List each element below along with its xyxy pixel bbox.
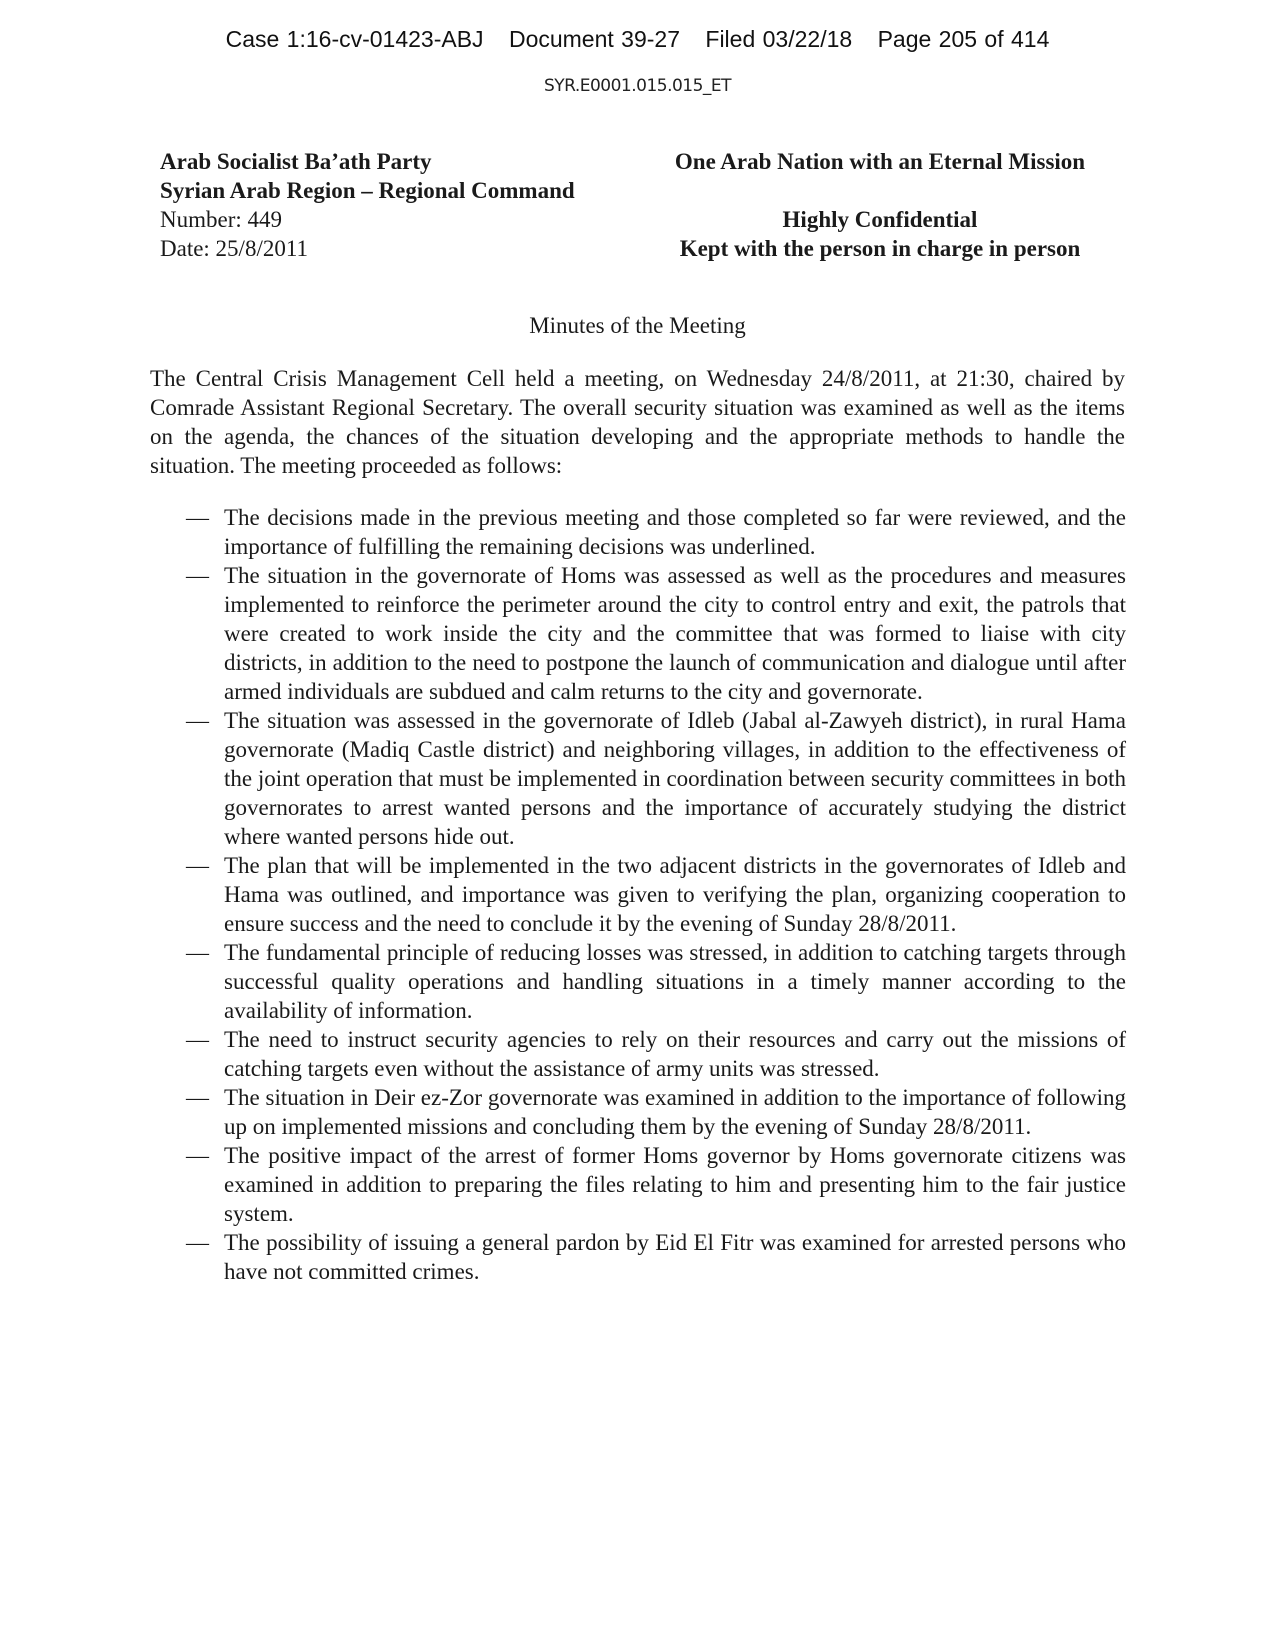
classification: Highly Confidential <box>782 207 978 232</box>
letterhead-right <box>640 147 1120 263</box>
list-item-text: The fundamental principle of reducing losses was stressed, in addition to catching targets through successful quality operations and handling situations in a timely manner according to the availability of information. <box>224 940 1126 1023</box>
list-item <box>186 1025 1126 1083</box>
list-item-text: The possibility of issuing a general pardon by Eid El Fitr was examined for arrested persons who have not committed crimes. <box>224 1230 1126 1284</box>
filed-date: Filed 03/22/18 <box>705 26 853 52</box>
list-item-text: The situation in the governorate of Homs was assessed as well as the procedures and measures implemented to reinforce the perimeter around the city to control entry and exit, the patrols that were created to work inside the city and the committee that was formed to liaise with city districts, in addition to the need to postpone the launch of communication and dialogue until after armed individuals are subdued and calm returns to the city and governorate. <box>224 563 1126 704</box>
list-item <box>186 706 1126 851</box>
list-item <box>186 851 1126 938</box>
bullet-dash: — <box>186 1085 209 1110</box>
page-number: Page 205 of 414 <box>877 26 1050 52</box>
letterhead-left <box>160 147 575 263</box>
bullet-dash: — <box>186 505 209 530</box>
document-number: Document 39-27 <box>508 26 680 52</box>
list-item-text: The situation in Deir ez-Zor governorate was examined in addition to the importance of following up on implemented missions and concluding them by the evening of Sunday 28/8/2011. <box>224 1085 1126 1139</box>
intro-paragraph: The Central Crisis Management Cell held a meeting, on Wednesday 24/8/2011, at 21:30, chaired by Comrade Assistant Regional Secretary. The overall security situation was examined as well as the items on the agenda, the chances of the situation developing and the appropriate methods to handle the situation. The meeting proceeded as follows: <box>150 366 1125 478</box>
list-item <box>186 938 1126 1025</box>
list-item-text: The positive impact of the arrest of former Homs governor by Homs governorate citizens was examined in addition to preparing the files relating to him and presenting him to the fair justice system. <box>224 1143 1126 1226</box>
bullet-dash: — <box>186 1143 209 1168</box>
bates-number: SYR.E0001.015.015_ET <box>543 76 732 96</box>
bullet-dash: — <box>186 853 209 878</box>
list-item-text: The plan that will be implemented in the two adjacent districts in the governorates of Idleb and Hama was outlined, and importance was given to verifying the plan, organizing cooperation to ensure success and the need to conclude it by the evening of Sunday 28/8/2011. <box>224 853 1126 936</box>
document-date: Date: 25/8/2011 <box>160 236 308 261</box>
bullet-dash: — <box>186 708 209 733</box>
case-number: Case 1:16-cv-01423-ABJ <box>225 26 484 52</box>
handling-instruction: Kept with the person in charge in person <box>679 236 1081 261</box>
list-item-text: The decisions made in the previous meeting and those completed so far were reviewed, and the importance of fulfilling the remaining decisions was underlined. <box>224 505 1126 559</box>
document-title: Minutes of the Meeting <box>529 313 746 338</box>
spacer <box>640 176 1120 205</box>
list-item <box>186 1228 1126 1286</box>
party-motto: One Arab Nation with an Eternal Mission <box>674 149 1086 174</box>
party-name: Arab Socialist Ba’ath Party <box>160 149 432 174</box>
list-item <box>186 1083 1126 1141</box>
bullet-dash: — <box>186 1230 209 1255</box>
region-command: Syrian Arab Region – Regional Command <box>160 178 575 203</box>
list-item-text: The need to instruct security agencies to rely on their resources and carry out the missions of catching targets even without the assistance of army units was stressed. <box>224 1027 1126 1081</box>
bullet-dash: — <box>186 563 209 588</box>
bullet-dash: — <box>186 1027 209 1052</box>
case-header <box>0 26 1275 53</box>
list-item <box>186 1141 1126 1228</box>
list-item <box>186 561 1126 706</box>
list-item-text: The situation was assessed in the governorate of Idleb (Jabal al-Zawyeh district), in rural Hama governorate (Madiq Castle district) and neighboring villages, in addition to the effectiveness of the joint operation that must be implemented in coordination between security committees in both governorates to arrest wanted persons and the importance of accurately studying the district where wanted persons hide out. <box>224 708 1126 849</box>
document-number-field: Number: 449 <box>160 207 283 232</box>
minutes-list <box>186 503 1126 1286</box>
bullet-dash: — <box>186 940 209 965</box>
list-item <box>186 503 1126 561</box>
